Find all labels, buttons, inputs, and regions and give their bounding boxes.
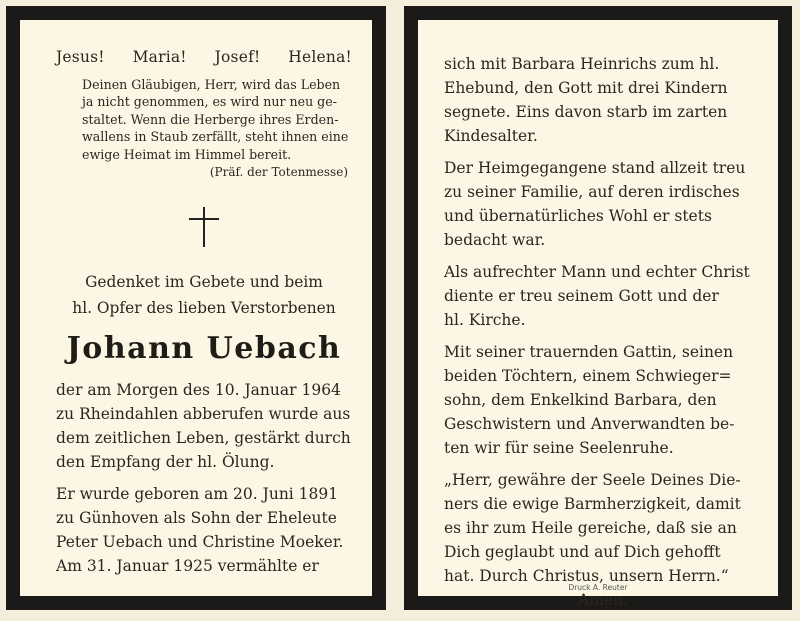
invocation-jesus: Jesus! [56, 48, 105, 66]
quote-line: Deinen Gläubigen, Herr, wird das Leben [82, 77, 341, 92]
preface-quote [56, 76, 352, 181]
quote-line: ja nicht genommen, es wird nur neu ge- [82, 94, 337, 110]
left-page [20, 20, 372, 596]
quote-line: staltet. Wenn die Herberge ihres Erden- [82, 111, 339, 127]
death-paragraph: der am Morgen des 10. Januar 1964 zu Rheindahlen abberufen wurde aus dem zeitlichen Leben, gestärkt durch den Empfang der hl. Ölung. [56, 381, 351, 472]
mourners-paragraph: Mit seiner trauernden Gattin, seinen beiden Töchtern, einem Schwieger= sohn, dem Enkelkind Barbara, den Geschwistern und Anverwandten be- ten wir für seine Seelenruhe. [444, 343, 735, 457]
right-frame [404, 6, 792, 610]
amen: Amen. [578, 591, 628, 609]
quote-line: ewige Heimat im Himmel bereit. [82, 146, 292, 162]
birth-paragraph: Er wurde geboren am 20. Juni 1891 zu Günhoven als Sohn der Eheleute Peter Uebach und Christine Moeker. Am 31. Januar 1925 vermählte er [56, 485, 344, 576]
faith-paragraph: Als aufrechter Mann und echter Christ diente er treu seinem Gott und der hl. Kirche. [444, 263, 750, 329]
deceased-name: Johann Uebach [66, 331, 342, 367]
invocation-josef: Josef! [214, 48, 261, 66]
intro [56, 269, 352, 321]
invocation-maria: Maria! [132, 48, 187, 66]
right-body [444, 52, 762, 612]
invocation [56, 48, 352, 66]
quote-line: wallens in Staub zerfällt, steht ihnen eine [82, 129, 349, 145]
family-paragraph: Der Heimgegangene stand allzeit treu zu seiner Familie, auf deren irdisches und übernatürliches Wohl er stets bedacht war. [444, 159, 746, 249]
marriage-paragraph: sich mit Barbara Heinrichs zum hl. Ehebund, den Gott mit drei Kindern segnete. Eins davon starb im zarten Kindesalter. [444, 55, 728, 145]
intro-line: Gedenket im Gebete und beim [85, 273, 323, 292]
prayer-paragraph: „Herr, gewähre der Seele Deines Die- ners die ewige Barmherzigkeit, damit es ihr zum Heile gereiche, daß sie an Dich geglaubt und auf Dich gehofft hat. Durch Christus, unsern Herrn.“ [444, 471, 741, 585]
left-body [56, 378, 352, 578]
right-page [418, 20, 778, 609]
invocation-helena: Helena! [288, 48, 352, 66]
left-frame [6, 6, 386, 610]
printer-imprint: Druck A. Reuter [568, 583, 628, 592]
intro-line: hl. Opfer des lieben Verstorbenen [72, 299, 336, 318]
quote-source: (Präf. der Totenmesse) [209, 165, 348, 180]
cross-icon [189, 207, 219, 247]
